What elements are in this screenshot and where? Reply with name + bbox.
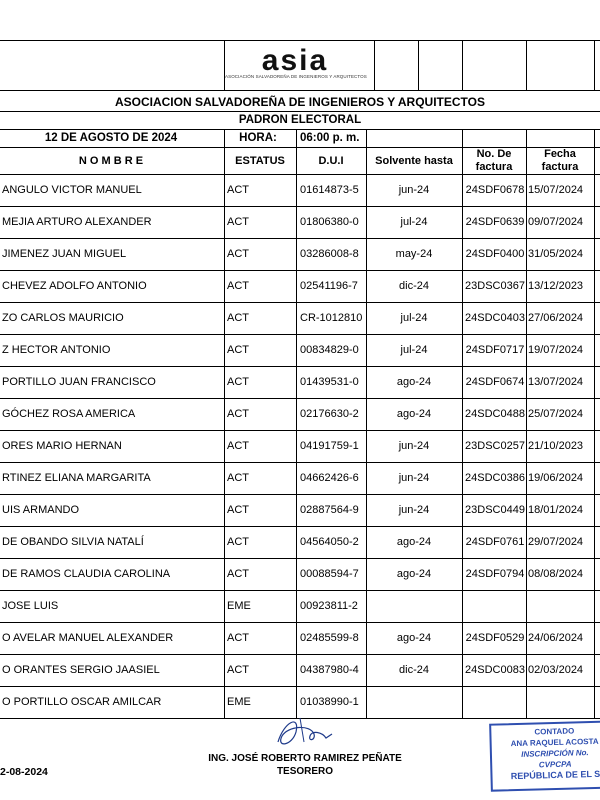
asia-logo xyxy=(225,44,367,82)
logo-subtitle: ASOCIACIÓN SALVADOREÑA DE INGENIEROS Y ARQUITECTOS xyxy=(225,74,367,79)
cell-fecha: 25/07/2024 xyxy=(528,408,584,420)
cell-factura: 24SDF0674 xyxy=(465,376,525,388)
cell-fecha: 29/07/2024 xyxy=(528,536,584,548)
cell-fecha: 02/03/2024 xyxy=(528,664,584,676)
cell-nombre: ZO CARLOS MAURICIO xyxy=(2,312,124,324)
cell-solvente: dic-24 xyxy=(399,664,429,676)
cell-estatus: ACT xyxy=(227,216,249,228)
stamp-line-5: REPÚBLICA DE EL S xyxy=(510,768,600,782)
cell-dui: 01439531-0 xyxy=(300,376,359,388)
cell-factura: 24SDF0794 xyxy=(465,568,525,580)
accountant-stamp xyxy=(489,720,600,791)
cell-factura: 24SDC0488 xyxy=(465,408,525,420)
cell-dui: 01038990-1 xyxy=(300,696,359,708)
cell-estatus: ACT xyxy=(227,632,249,644)
cell-estatus: ACT xyxy=(227,408,249,420)
cell-solvente: jul-24 xyxy=(400,216,428,228)
cell-solvente: jun-24 xyxy=(398,472,430,484)
cell-estatus: EME xyxy=(227,696,251,708)
cell-estatus: EME xyxy=(227,600,251,612)
cell-factura: 24SDC0083 xyxy=(465,664,525,676)
cell-factura: 23DSC0367 xyxy=(465,280,525,292)
document-title: PADRON ELECTORAL xyxy=(238,114,362,126)
column-header-fecha-line2: factura xyxy=(541,161,579,173)
stamp-line-2: ANA RAQUEL ACOSTA xyxy=(510,736,599,749)
cell-solvente: jun-24 xyxy=(398,184,430,196)
cell-fecha: 15/07/2024 xyxy=(528,184,584,196)
footer-date: 2-08-2024 xyxy=(0,766,48,778)
cell-nombre: ANGULO VICTOR MANUEL xyxy=(2,184,142,196)
cell-dui: 01614873-5 xyxy=(300,184,359,196)
cell-nombre: MEJIA ARTURO ALEXANDER xyxy=(2,216,152,228)
cell-fecha: 31/05/2024 xyxy=(528,248,584,260)
cell-nombre: O AVELAR MANUEL ALEXANDER xyxy=(2,632,174,644)
cell-nombre: UIS ARMANDO xyxy=(2,504,80,516)
cell-fecha: 13/07/2024 xyxy=(528,376,584,388)
cell-dui: CR-1012810 xyxy=(300,312,363,324)
cell-nombre: GÓCHEZ ROSA AMERICA xyxy=(2,408,136,420)
organization-name: ASOCIACION SALVADOREÑA DE INGENIEROS Y ARQUITECTOS xyxy=(114,95,486,109)
cell-nombre: RTINEZ ELIANA MARGARITA xyxy=(2,472,151,484)
cell-factura: 23DSC0257 xyxy=(465,440,525,452)
cell-estatus: ACT xyxy=(227,280,249,292)
cell-solvente: may-24 xyxy=(395,248,433,260)
cell-dui: 02176630-2 xyxy=(300,408,359,420)
cell-fecha: 09/07/2024 xyxy=(528,216,584,228)
cell-fecha: 19/07/2024 xyxy=(528,344,584,356)
cell-factura: 24SDF0400 xyxy=(465,248,525,260)
column-header-fecha-line1: Fecha xyxy=(544,148,576,160)
signature-scribble xyxy=(270,712,340,752)
cell-solvente: dic-24 xyxy=(399,280,429,292)
stamp-line-3: INSCRIPCIÓN No. xyxy=(521,748,589,759)
cell-dui: 02485599-8 xyxy=(300,632,359,644)
cell-estatus: ACT xyxy=(227,344,249,356)
cell-estatus: ACT xyxy=(227,440,249,452)
cell-fecha: 19/06/2024 xyxy=(528,472,584,484)
cell-nombre: Z HECTOR ANTONIO xyxy=(2,344,111,356)
cell-solvente: ago-24 xyxy=(396,632,432,644)
hora-label: HORA: xyxy=(239,132,277,144)
column-header-fecha xyxy=(526,148,594,174)
cell-factura: 24SDC0403 xyxy=(465,312,525,324)
column-header-solvente: Solvente hasta xyxy=(375,155,453,167)
cell-factura: 24SDF0529 xyxy=(465,632,525,644)
signer-block xyxy=(200,752,410,778)
cell-dui: 02887564-9 xyxy=(300,504,359,516)
cell-estatus: ACT xyxy=(227,312,249,324)
cell-nombre: CHEVEZ ADOLFO ANTONIO xyxy=(2,280,147,292)
cell-factura: 24SDF0678 xyxy=(465,184,525,196)
cell-nombre: JOSE LUIS xyxy=(2,600,59,612)
signer-name: ING. JOSÉ ROBERTO RAMIREZ PEÑATE xyxy=(208,753,402,764)
cell-solvente: ago-24 xyxy=(396,408,432,420)
cell-solvente: ago-24 xyxy=(396,376,432,388)
cell-solvente: ago-24 xyxy=(396,568,432,580)
stamp-line-1: CONTADO xyxy=(534,726,575,737)
cell-dui: 04191759-1 xyxy=(300,440,359,452)
cell-factura: 24SDF0717 xyxy=(465,344,525,356)
cell-estatus: ACT xyxy=(227,184,249,196)
cell-nombre: O PORTILLO OSCAR AMILCAR xyxy=(2,696,162,708)
cell-fecha: 08/08/2024 xyxy=(528,568,584,580)
cell-solvente: jul-24 xyxy=(400,312,428,324)
cell-nombre: ORES MARIO HERNAN xyxy=(2,440,122,452)
column-header-factura xyxy=(462,148,526,174)
cell-nombre: O ORANTES SERGIO JAASIEL xyxy=(2,664,160,676)
cell-nombre: DE OBANDO SILVIA NATALÍ xyxy=(2,536,144,548)
cell-nombre: JIMENEZ JUAN MIGUEL xyxy=(2,248,127,260)
cell-dui: 02541196-7 xyxy=(300,280,358,292)
cell-dui: 01806380-0 xyxy=(300,216,359,228)
column-header-factura-line2: factura xyxy=(475,161,513,173)
cell-fecha: 24/06/2024 xyxy=(528,632,584,644)
stamp-line-4: CVPCPA xyxy=(538,759,572,770)
cell-dui: 04662426-6 xyxy=(300,472,359,484)
cell-dui: 04387980-4 xyxy=(300,664,359,676)
cell-nombre: PORTILLO JUAN FRANCISCO xyxy=(2,376,156,388)
column-header-dui: D.U.I xyxy=(318,155,344,167)
cell-dui: 00834829-0 xyxy=(300,344,359,356)
election-date: 12 DE AGOSTO DE 2024 xyxy=(44,132,178,144)
cell-estatus: ACT xyxy=(227,472,249,484)
column-header-nombre: N O M B R E xyxy=(78,155,144,167)
cell-fecha: 27/06/2024 xyxy=(528,312,584,324)
cell-fecha: 18/01/2024 xyxy=(528,504,584,516)
cell-estatus: ACT xyxy=(227,504,249,516)
cell-estatus: ACT xyxy=(227,376,249,388)
logo-text: asia xyxy=(261,44,329,77)
cell-dui: 00923811-2 xyxy=(300,600,358,612)
hora-value: 06:00 p. m. xyxy=(300,132,360,144)
cell-solvente: jun-24 xyxy=(398,504,430,516)
cell-solvente: jul-24 xyxy=(400,344,428,356)
cell-estatus: ACT xyxy=(227,568,249,580)
cell-solvente: ago-24 xyxy=(396,536,432,548)
cell-dui: 03286008-8 xyxy=(300,248,359,260)
cell-nombre: DE RAMOS CLAUDIA CAROLINA xyxy=(2,568,171,580)
cell-factura: 24SDF0761 xyxy=(465,536,525,548)
cell-estatus: ACT xyxy=(227,664,249,676)
cell-dui: 04564050-2 xyxy=(300,536,359,548)
column-header-factura-line1: No. De xyxy=(476,148,512,160)
cell-estatus: ACT xyxy=(227,248,249,260)
signer-title: TESORERO xyxy=(276,766,334,777)
column-header-estatus: ESTATUS xyxy=(235,155,285,167)
cell-dui: 00088594-7 xyxy=(300,568,359,580)
cell-estatus: ACT xyxy=(227,536,249,548)
cell-factura: 24SDF0639 xyxy=(465,216,525,228)
cell-factura: 23DSC0449 xyxy=(465,504,525,516)
cell-fecha: 21/10/2023 xyxy=(528,440,584,452)
cell-factura: 24SDC0386 xyxy=(465,472,525,484)
cell-fecha: 13/12/2023 xyxy=(528,280,584,292)
cell-solvente: jun-24 xyxy=(398,440,430,452)
